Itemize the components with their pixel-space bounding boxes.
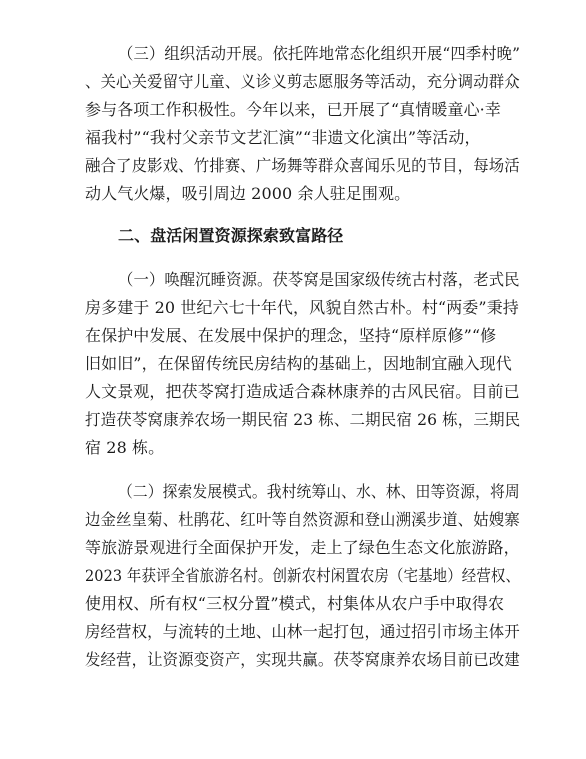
paragraph-2-line-2: 房多建于 20 世纪六七十年代，风貌自然古朴。村“两委”秉持 <box>85 298 519 317</box>
paragraph-1-line-5: 融合了皮影戏、竹排赛、广场舞等群众喜闻乐见的节目，每场活 <box>85 156 520 175</box>
paragraph-3-line-1: （二）探索发展模式。我村统筹山、水、林、田等资源，将周 <box>118 482 520 501</box>
paragraph-2-line-6: 打造茯苓窝康养农场一期民宿 23 栋、二期民宿 26 栋，三期民 <box>85 410 521 429</box>
paragraph-2-line-1: （一）唤醒沉睡资源。茯苓窝是国家级传统古村落，老式民 <box>118 270 520 289</box>
paragraph-2-line-4: 旧如旧”，在保留传统民房结构的基础上，因地制宜融入现代 <box>85 354 512 373</box>
paragraph-2-line-5: 人文景观，把茯苓窝打造成适合森林康养的古风民宿。目前已 <box>85 382 520 401</box>
paragraph-3-line-7: 发经营，让资源变资产，实现共赢。茯苓窝康养农场目前已改建 <box>85 650 520 669</box>
paragraph-2-line-7: 宿 28 栋。 <box>85 438 165 457</box>
paragraph-3-line-6: 房经营权，与流转的土地、山林一起打包，通过招引市场主体开 <box>85 622 520 641</box>
paragraph-1-line-2: 、关心关爱留守儿童、义诊义剪志愿服务等活动，充分调动群众 <box>85 72 520 91</box>
paragraph-3-line-2: 边金丝皇菊、杜鹃花、红叶等自然资源和登山溯溪步道、姑嫂寨 <box>85 510 520 529</box>
paragraph-3-line-3: 等旅游景观进行全面保护开发，走上了绿色生态文化旅游路， <box>85 538 520 557</box>
paragraph-1-line-6: 动人气火爆，吸引周边 2000 余人驻足围观。 <box>85 184 411 203</box>
paragraph-1-line-3: 参与各项工作积极性。今年以来，已开展了“真情暖童心·幸 <box>85 100 501 119</box>
paragraph-3-line-4: 2023 年获评全省旅游名村。创新农村闲置农房（宅基地）经营权、 <box>85 566 521 585</box>
paragraph-3-line-5: 使用权、所有权“三权分置”模式，村集体从农户手中取得农 <box>85 594 505 613</box>
paragraph-1-line-4: 福我村”“我村父亲节文艺汇演”“非遗文化演出”等活动， <box>85 128 481 147</box>
section-heading: 二、盘活闲置资源探索致富路径 <box>118 226 344 245</box>
paragraph-2-line-3: 在保护中发展、在发展中保护的理念，坚持“原样原修”“修 <box>85 326 497 345</box>
paragraph-1-line-1: （三）组织活动开展。依托阵地常态化组织开展“四季村晚” <box>118 44 521 63</box>
